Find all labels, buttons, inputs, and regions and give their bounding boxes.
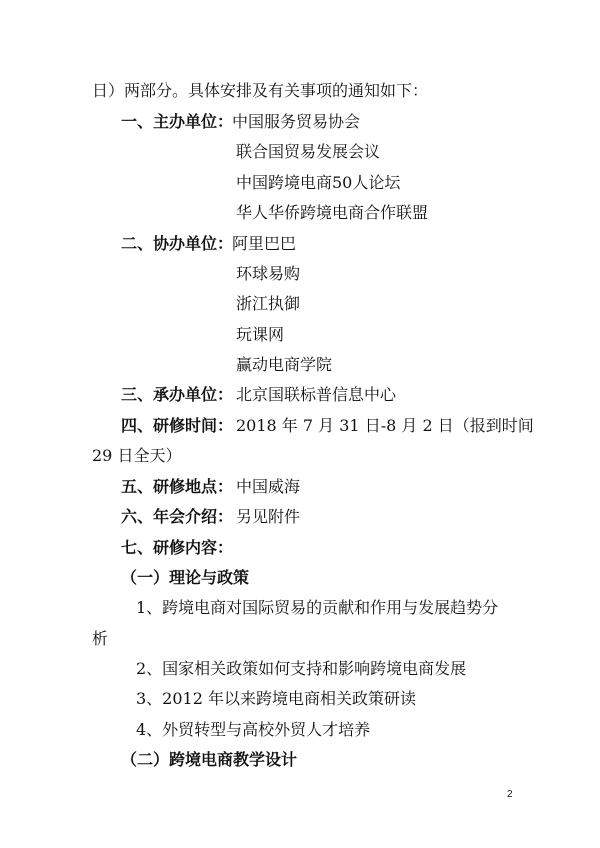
time-value-cont: 29 日全天） (92, 446, 182, 465)
section-heading: （二）跨境电商教学设计 (121, 750, 298, 769)
co-host-org: 赢动电商学院 (236, 355, 333, 374)
host-org: 联合国贸易发展会议 (236, 142, 381, 161)
content-label: 七、研修内容： (121, 538, 234, 557)
list-item-cont: 析 (92, 629, 109, 648)
list-item: 3、2012 年以来跨境电商相关政策研读 (136, 689, 416, 708)
organizer-value: 北京国联标普信息中心 (236, 385, 397, 404)
place-value: 中国威海 (236, 477, 301, 496)
co-host-label: 二、协办单位： (121, 234, 234, 253)
host-org: 华人华侨跨境电商合作联盟 (236, 203, 429, 222)
annual-value: 另见附件 (236, 507, 301, 526)
list-item: 2、国家相关政策如何支持和影响跨境电商发展 (136, 659, 467, 678)
host-org: 中国跨境电商50人论坛 (236, 173, 401, 192)
co-host-org: 环球易购 (236, 264, 301, 283)
time-label: 四、研修时间： (121, 416, 234, 435)
list-item: 4、外贸转型与高校外贸人才培养 (136, 720, 371, 739)
organizer-label: 三、承办单位： (121, 385, 234, 404)
section-heading: （一）理论与政策 (121, 568, 250, 587)
annual-label: 六、年会介绍： (121, 507, 234, 526)
intro-text: 日）两部分。具体安排及有关事项的通知如下： (92, 81, 429, 100)
place-label: 五、研修地点： (121, 477, 234, 496)
co-host-org: 玩课网 (236, 325, 285, 344)
time-value: 2018 年 7 月 31 日-8 月 2 日（报到时间 (236, 416, 534, 435)
co-host-org: 阿里巴巴 (232, 234, 297, 253)
co-host-org: 浙江执御 (236, 294, 301, 313)
host-org: 中国服务贸易协会 (232, 112, 361, 131)
host-label: 一、主办单位： (121, 112, 234, 131)
list-item: 1、跨境电商对国际贸易的贡献和作用与发展趋势分 (136, 598, 499, 617)
page-number: 2 (507, 789, 513, 800)
